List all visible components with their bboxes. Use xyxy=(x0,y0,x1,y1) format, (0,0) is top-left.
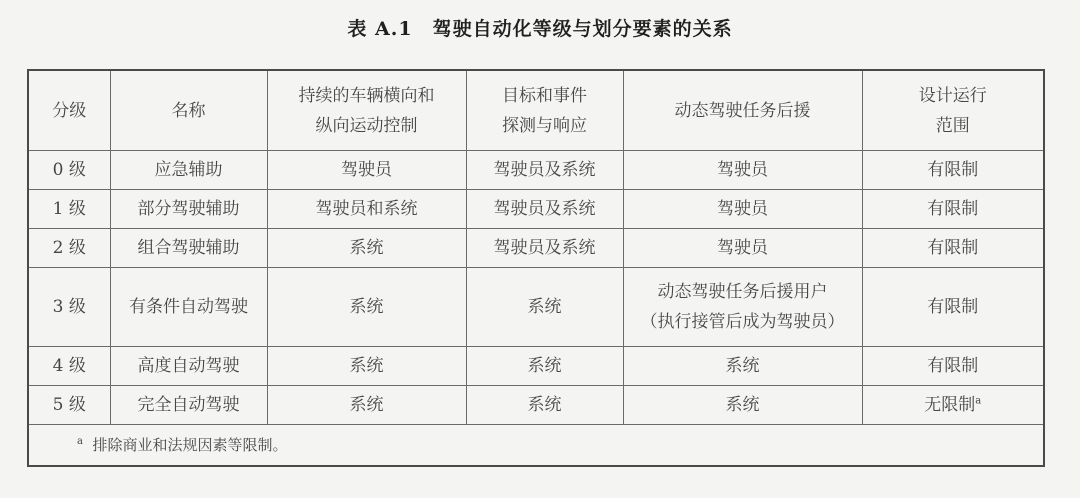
table-title: 表 A.1 驾驶自动化等级与划分要素的关系 xyxy=(347,18,733,40)
cell-control: 系统 xyxy=(267,347,466,386)
cell-level: 0 级 xyxy=(28,151,110,190)
header-fallback: 动态驾驶任务后援 xyxy=(623,70,862,151)
cell-control: 驾驶员和系统 xyxy=(267,190,466,229)
cell-level: 5 级 xyxy=(28,386,110,425)
cell-level: 1 级 xyxy=(28,190,110,229)
cell-fallback: 系统 xyxy=(623,347,862,386)
cell-odd: 有限制 xyxy=(862,268,1044,347)
cell-fallback: 动态驾驶任务后援用户 （执行接管后成为驾驶员） xyxy=(623,268,862,347)
cell-level: 4 级 xyxy=(28,347,110,386)
cell-odd: 有限制 xyxy=(862,151,1044,190)
cell-detection: 系统 xyxy=(466,347,623,386)
cell-odd: 有限制 xyxy=(862,190,1044,229)
cell-control: 系统 xyxy=(267,268,466,347)
cell-control: 驾驶员 xyxy=(267,151,466,190)
cell-name: 应急辅助 xyxy=(110,151,267,190)
table-row xyxy=(28,268,1044,347)
header-detection: 目标和事件 探测与响应 xyxy=(466,70,623,151)
cell-fallback: 系统 xyxy=(623,386,862,425)
cell-detection: 系统 xyxy=(466,268,623,347)
footnote-text: 排除商业和法规因素等限制。 xyxy=(92,436,288,454)
footnote-mark: a xyxy=(77,436,83,447)
cell-level: 3 级 xyxy=(28,268,110,347)
cell-control: 系统 xyxy=(267,229,466,268)
footnote-row xyxy=(28,425,1044,467)
cell-detection: 系统 xyxy=(466,386,623,425)
cell-name: 组合驾驶辅助 xyxy=(110,229,267,268)
table-row xyxy=(28,347,1044,386)
cell-fallback: 驾驶员 xyxy=(623,190,862,229)
cell-control: 系统 xyxy=(267,386,466,425)
cell-detection: 驾驶员及系统 xyxy=(466,151,623,190)
table-row xyxy=(28,151,1044,190)
automation-level-table xyxy=(27,69,1045,467)
cell-level: 2 级 xyxy=(28,229,110,268)
header-level: 分级 xyxy=(28,70,110,151)
header-odd: 设计运行 范围 xyxy=(862,70,1044,151)
cell-name: 有条件自动驾驶 xyxy=(110,268,267,347)
cell-name: 高度自动驾驶 xyxy=(110,347,267,386)
cell-fallback: 驾驶员 xyxy=(623,151,862,190)
cell-detection: 驾驶员及系统 xyxy=(466,190,623,229)
table-row xyxy=(28,190,1044,229)
table-row xyxy=(28,229,1044,268)
header-control: 持续的车辆横向和 纵向运动控制 xyxy=(267,70,466,151)
cell-name: 部分驾驶辅助 xyxy=(110,190,267,229)
cell-odd: 有限制 xyxy=(862,347,1044,386)
table-row xyxy=(28,386,1044,425)
footnote-cell xyxy=(28,425,1044,467)
cell-detection: 驾驶员及系统 xyxy=(466,229,623,268)
cell-odd xyxy=(862,386,1044,425)
cell-fallback: 驾驶员 xyxy=(623,229,862,268)
footnote-ref: a xyxy=(975,395,982,407)
header-name: 名称 xyxy=(110,70,267,151)
cell-odd: 有限制 xyxy=(862,229,1044,268)
cell-name: 完全自动驾驶 xyxy=(110,386,267,425)
table-header-row xyxy=(28,70,1044,151)
odd-value: 无限制 xyxy=(924,395,976,415)
